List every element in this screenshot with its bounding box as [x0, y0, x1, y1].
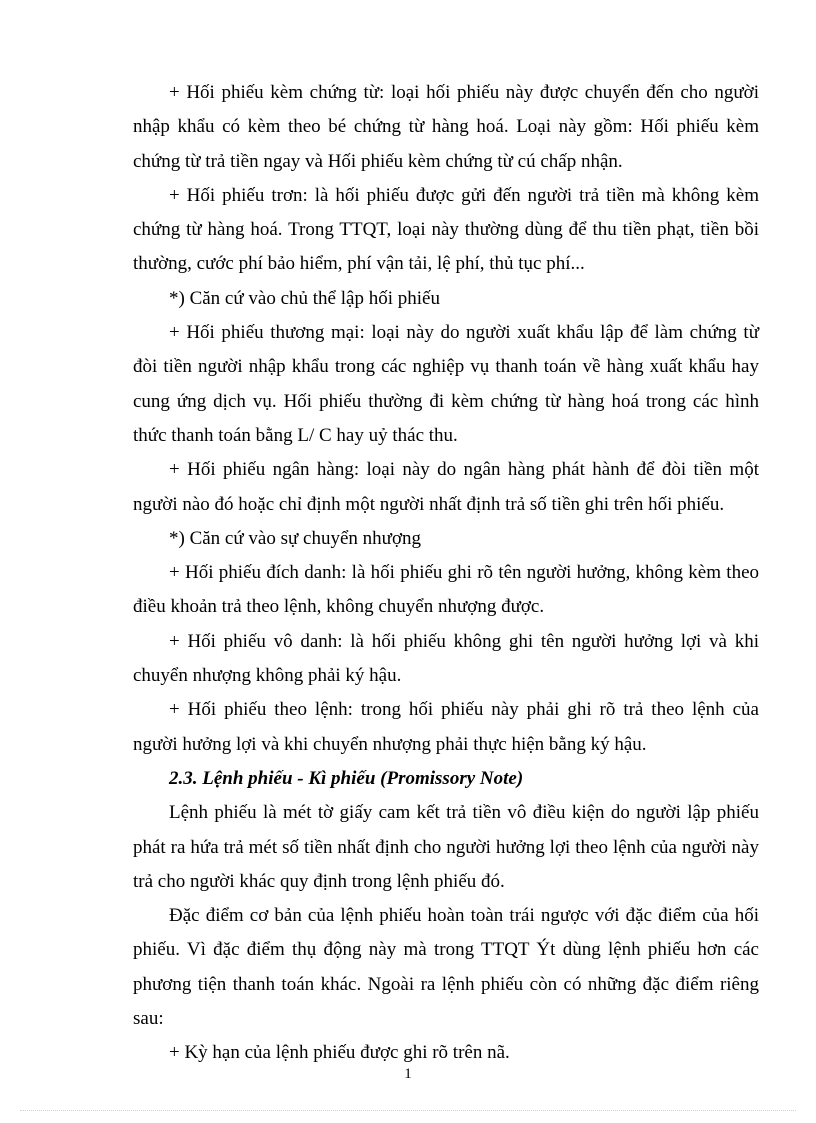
paragraph-order-bill: + Hối phiếu theo lệnh: trong hối phiếu này phải ghi rõ trả theo lệnh của người hưởng lợi và khi chuyển nhượng phải thực hiện bằng ký hậu. [133, 699, 759, 755]
page-number: 1 [404, 1066, 412, 1082]
paragraph-promissory-definition: Lệnh phiếu là mét tờ giấy cam kết trả tiền vô điều kiện do người lập phiếu phát ra hứa trả mét số tiền nhất định cho người hưởng lợi theo lệnh của người này trả cho người khác quy định trong lệnh phiếu đó. [133, 802, 759, 892]
paragraph-named-bill: + Hối phiếu đích danh: là hối phiếu ghi rõ tên người hưởng, không kèm theo điều khoản trả theo lệnh, không chuyển nhượng được. [133, 562, 759, 618]
paragraph-documentary-bill: + Hối phiếu kèm chứng từ: loại hối phiếu này được chuyển đến cho người nhập khẩu có kèm theo bé chứng từ hàng hoá. Loại này gồm: Hối phiếu kèm chứng từ trả tiền ngay và Hối phiếu kèm chứng từ cú chấp nhận. [133, 82, 759, 172]
paragraph-commercial-bill: + Hối phiếu thương mại: loại này do người xuất khẩu lập để làm chứng từ đòi tiền người nhập khẩu trong các nghiệp vụ thanh toán về hàng xuất khẩu hay cung ứng dịch vụ. Hối phiếu thường đi kèm chứng từ hàng hoá trong các hình thức thanh toán bằng L/ C hay uỷ thác thu. [133, 322, 759, 446]
footer-divider [20, 1110, 796, 1111]
paragraph-basis-drawer: *) Căn cứ vào chủ thể lập hối phiếu [169, 287, 440, 309]
paragraph-promissory-features: Đặc điểm cơ bản của lệnh phiếu hoàn toàn trái ngược với đặc điểm của hối phiếu. Vì đặc điểm thụ động này mà trong TTQT Ýt dùng lệnh phiếu hơn các phương tiện thanh toán khác. Ngoài ra lệnh phiếu còn có những đặc điểm riêng sau: [133, 905, 759, 1030]
document-body [133, 76, 759, 1071]
paragraph-promissory-term: + Kỳ hạn của lệnh phiếu được ghi rõ trên nã. [169, 1042, 510, 1064]
paragraph-basis-transfer: *) Căn cứ vào sự chuyển nhượng [169, 527, 422, 549]
section-heading: 2.3. Lệnh phiếu - Kì phiếu (Promissory Note) [169, 767, 524, 789]
paragraph-bank-bill: + Hối phiếu ngân hàng: loại này do ngân hàng phát hành để đòi tiền một người nào đó hoặc chỉ định một người nhất định trả số tiền ghi trên hối phiếu. [133, 459, 759, 515]
paragraph-bearer-bill: + Hối phiếu vô danh: là hối phiếu không ghi tên người hưởng lợi và khi chuyển nhượng không phải ký hậu. [133, 630, 759, 687]
paragraph-clean-bill: + Hối phiếu trơn: là hối phiếu được gửi đến người trả tiền mà không kèm chứng từ hàng hoá. Trong TTQT, loại này thường dùng để thu tiền phạt, tiền bồi thường, cước phí bảo hiểm, phí vận tải, lệ phí, thủ tục phí... [133, 184, 759, 275]
